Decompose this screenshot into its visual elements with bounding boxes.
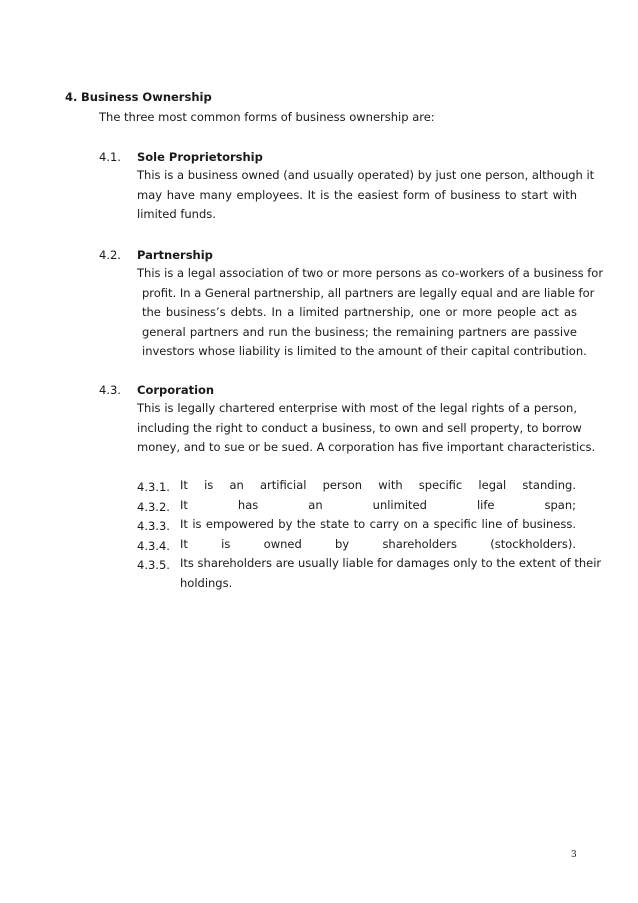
subsection-title: Corporation	[137, 383, 215, 397]
list-item	[180, 476, 576, 496]
subsection-number: 4.2.	[99, 248, 121, 262]
list-item	[180, 554, 602, 593]
list-item-number: 4.3.4.	[137, 539, 170, 553]
list-item-text: It is owned by shareholders (stockholders).	[180, 537, 576, 551]
list-item	[180, 515, 576, 535]
intro-text: The three most common forms of business ownership are:	[99, 110, 435, 124]
paragraph-line: money, and to sue or be sued. A corporation has five important characteristics.	[137, 440, 596, 454]
paragraph-line: including the right to conduct a business, to own and sell property, to borrow	[137, 420, 582, 435]
paragraph-line: This is a business owned (and usually operated) by just one person, although it	[137, 168, 595, 182]
section-heading	[65, 90, 212, 104]
subsection-paragraph	[137, 264, 604, 362]
list-item-text: It is an artificial person with specific legal standing.	[180, 478, 576, 492]
subsection-number: 4.1.	[99, 150, 121, 164]
paragraph-line: general partners and run the business; the remaining partners are passive	[142, 324, 577, 339]
subsection-title: Sole Proprietorship	[137, 150, 263, 164]
paragraph-line: investors whose liability is limited to the amount of their capital contribution.	[142, 344, 587, 358]
list-item-number: 4.3.3.	[137, 519, 170, 533]
subsection-number: 4.3.	[99, 383, 121, 397]
heading-number: 4.	[65, 90, 78, 104]
list-item-text: It is empowered by the state to carry on a specific line of business.	[180, 517, 576, 531]
page-number: 3	[571, 850, 577, 860]
list-item-text: It has an unlimited life span;	[180, 498, 576, 512]
paragraph-line: profit. In a General partnership, all partners are legally equal and are liable for	[142, 285, 595, 300]
subsection-paragraph	[137, 399, 596, 458]
subsection-paragraph	[137, 166, 595, 225]
list-item	[180, 496, 576, 516]
list-item-number: 4.3.5.	[137, 558, 170, 572]
list-item-number: 4.3.1.	[137, 480, 170, 494]
list-item-text: holdings.	[180, 575, 233, 590]
paragraph-line: the business’s debts. In a limited partnership, one or more people act as	[142, 305, 577, 319]
heading-title: Business Ownership	[81, 90, 212, 104]
paragraph-line: may have many employees. It is the easiest form of business to start with	[137, 187, 577, 202]
list-item	[180, 535, 576, 555]
paragraph-line: limited funds.	[137, 207, 216, 221]
subsection-title: Partnership	[137, 248, 213, 262]
paragraph-line: This is legally chartered enterprise with most of the legal rights of a person,	[137, 401, 577, 415]
list-item-number: 4.3.2.	[137, 500, 170, 514]
list-item-text: Its shareholders are usually liable for damages only to the extent of their	[180, 556, 602, 570]
paragraph-line: This is a legal association of two or more persons as co-workers of a business for	[137, 266, 604, 280]
